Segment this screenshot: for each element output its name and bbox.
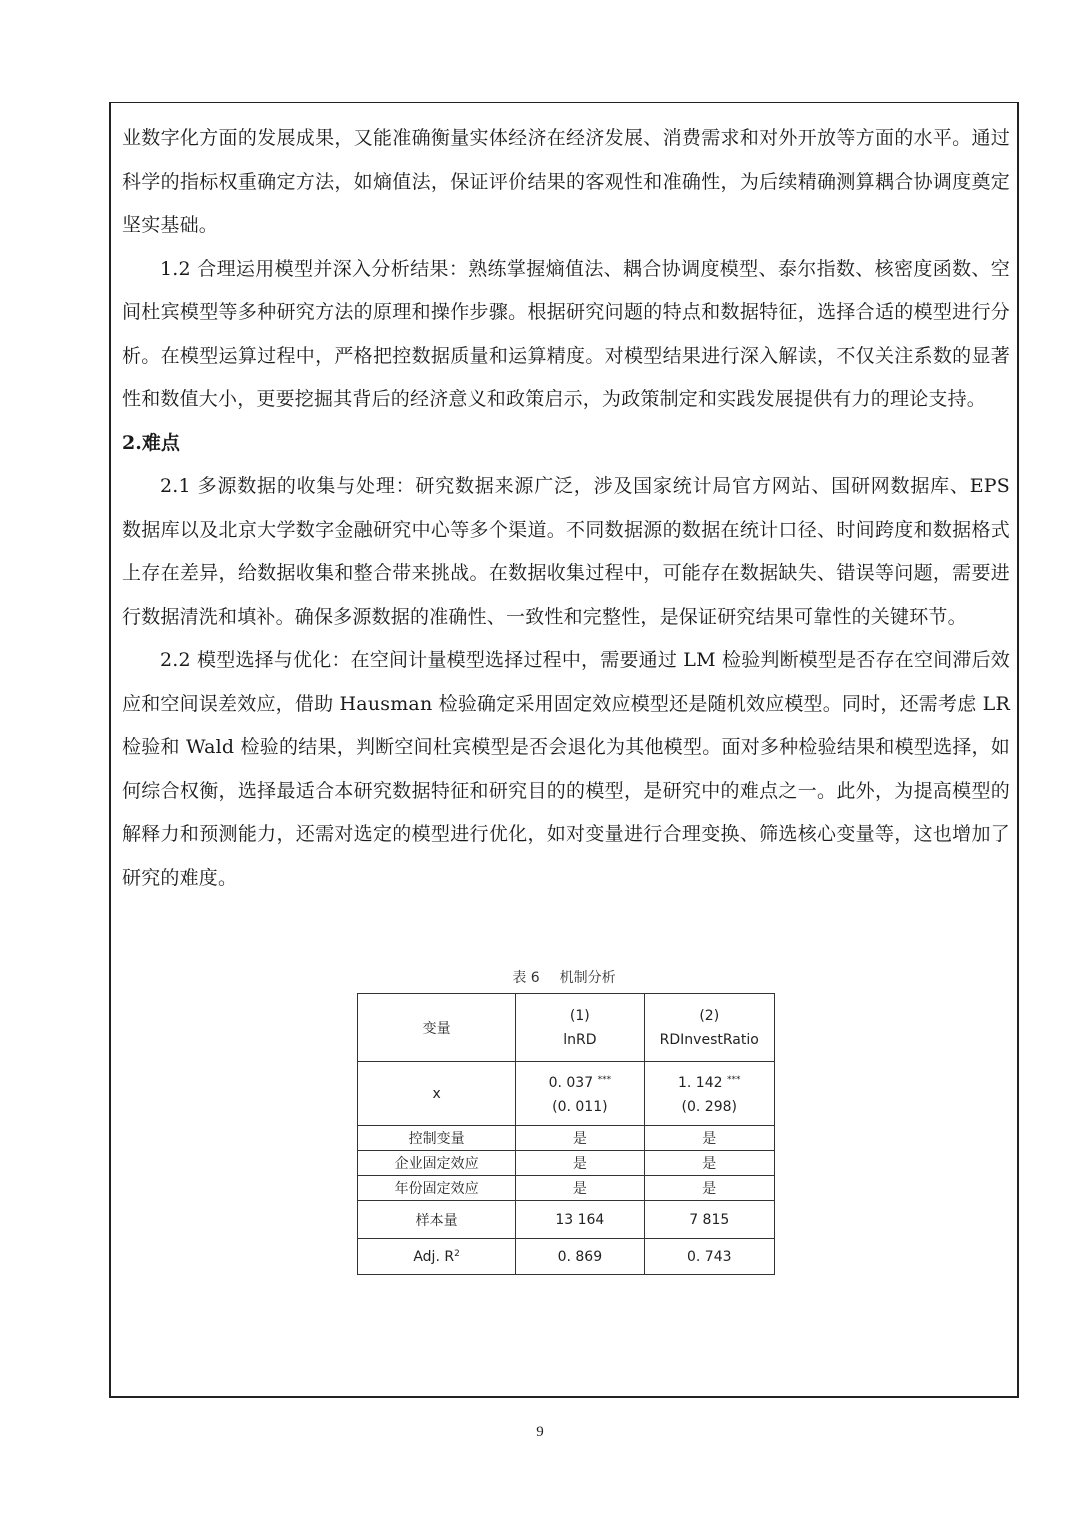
table-row-sample-size bbox=[358, 1201, 775, 1239]
paragraph-1-2: 1.2 合理运用模型并深入分析结果：熟练掌握熵值法、耦合协调度模型、泰尔指数、核密度函数、空间杜宾模型等多种研究方法的原理和操作步骤。根据研究问题的特点和数据特征，选择合适的模型进行分析。在模型运算过程中，严格把控数据质量和运算精度。对模型结果进行深入解读，不仅关注系数的显著性和数值大小，更要挖掘其背后的经济意义和政策启示，为政策制定和实践发展提供有力的理论支持。 bbox=[122, 257, 1010, 410]
header-col-2 bbox=[644, 994, 775, 1062]
header-col-1 bbox=[516, 994, 644, 1062]
table-caption-title: 机制分析 bbox=[559, 970, 616, 986]
paragraph-2-2: 2.2 模型选择与优化：在空间计量模型选择过程中，需要通过 LM 检验判断模型是否存在空间滞后效应和空间误差效应，借助 Hausman 检验确定采用固定效应模型还是随机效应模型。同时，还需考虑 LR 检验和 Wald 检验的结果，判断空间杜宾模型是否会退化为其他模型。面对多种检验结果和模型选择，如何综合权衡，选择最适合本研究数据特征和研究目的的模型，是研究中的难点之一。此外，为提高模型的解释力和预测能力，还需对选定的模型进行优化，如对变量进行合理变换、筛选核心变量等，这也增加了研究的难度。 bbox=[122, 649, 1011, 889]
row-cell: 是 bbox=[644, 1151, 775, 1176]
body-text bbox=[122, 117, 1010, 900]
adj-r2-col-1: 0. 869 bbox=[516, 1239, 644, 1275]
header-col-2-number: (2) bbox=[699, 1007, 720, 1024]
table-row bbox=[358, 1151, 775, 1176]
row-label-sample-size: 样本量 bbox=[358, 1201, 516, 1239]
significance-stars: *** bbox=[597, 1075, 612, 1085]
cell-x-col-2 bbox=[644, 1062, 775, 1126]
paragraph-2-1: 2.1 多源数据的收集与处理：研究数据来源广泛，涉及国家统计局官方网站、国研网数据库、EPS 数据库以及北京大学数字金融研究中心等多个渠道。不同数据源的数据在统计口径、时间跨度和数据格式上存在差异，给数据收集和整合带来挑战。在数据收集过程中，可能存在数据缺失、错误等问题，需要进行数据清洗和填补。确保多源数据的准确性、一致性和完整性，是保证研究结果可靠性的关键环节。 bbox=[122, 475, 1010, 628]
row-cell: 是 bbox=[516, 1126, 644, 1151]
page-number: 9 bbox=[536, 1424, 544, 1440]
row-label: 年份固定效应 bbox=[358, 1176, 516, 1201]
header-col-2-name: RDInvestRatio bbox=[659, 1031, 759, 1048]
coef-x-col-2: 1. 142 *** bbox=[678, 1075, 741, 1091]
row-cell: 是 bbox=[644, 1126, 775, 1151]
sample-size-col-1: 13 164 bbox=[516, 1201, 644, 1239]
se-x-col-2: (0. 298) bbox=[681, 1099, 737, 1115]
table-caption bbox=[111, 967, 1017, 987]
header-variable: 变量 bbox=[358, 994, 516, 1062]
cell-x-col-1 bbox=[516, 1062, 644, 1126]
adj-r2-col-2: 0. 743 bbox=[644, 1239, 775, 1275]
header-col-1-name: lnRD bbox=[563, 1031, 597, 1048]
table-row bbox=[358, 1126, 775, 1151]
row-cell: 是 bbox=[644, 1176, 775, 1201]
table-header-row bbox=[358, 994, 775, 1062]
se-x-col-1: (0. 011) bbox=[552, 1099, 608, 1115]
section-heading-difficulties: 2.难点 bbox=[122, 431, 180, 454]
paragraph-continued: 业数字化方面的发展成果，又能准确衡量实体经济在经济发展、消费需求和对外开放等方面的水平。通过科学的指标权重确定方法，如熵值法，保证评价结果的客观性和准确性，为后续精确测算耦合协调度奠定坚实基础。 bbox=[122, 127, 1010, 236]
row-label: 控制变量 bbox=[358, 1126, 516, 1151]
row-label-adj-r2: Adj. $R^2$ bbox=[358, 1239, 516, 1275]
row-label-x: x bbox=[358, 1062, 516, 1126]
header-col-1-number: (1) bbox=[569, 1007, 590, 1024]
table-row bbox=[358, 1176, 775, 1201]
coef-x-col-1: 0. 037 *** bbox=[548, 1075, 612, 1091]
row-cell: 是 bbox=[516, 1176, 644, 1201]
mechanism-analysis-table bbox=[357, 993, 775, 1275]
table-caption-number: 表 6 bbox=[512, 970, 540, 986]
table-row-x bbox=[358, 1062, 775, 1126]
row-cell: 是 bbox=[516, 1151, 644, 1176]
sample-size-col-2: 7 815 bbox=[644, 1201, 775, 1239]
table-row-adj-r2 bbox=[358, 1239, 775, 1275]
row-label: 企业固定效应 bbox=[358, 1151, 516, 1176]
document-frame bbox=[109, 102, 1019, 1398]
significance-stars: *** bbox=[726, 1075, 741, 1085]
